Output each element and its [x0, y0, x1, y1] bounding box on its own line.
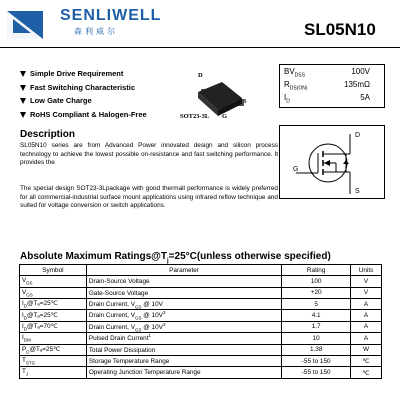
cell-parameter: Total Power Dissipation: [86, 344, 281, 355]
cell-unit: A: [351, 321, 382, 332]
bullet-triangle-icon: [20, 85, 26, 91]
feature-item: Low Gate Charge: [20, 94, 147, 108]
cell-parameter: Operating Junction Temperature Range: [86, 367, 281, 378]
cell-symbol: $I_D@T_a=25℃$: [20, 298, 87, 309]
cell-parameter: Drain Current, $V_{GS}$ @ $10V^3$: [86, 321, 281, 332]
cell-unit: V: [351, 276, 382, 287]
column-header-symbol: Symbol: [20, 265, 87, 276]
feature-item: Simple Drive Requirement: [20, 67, 147, 81]
package-label: SOT23-3L: [180, 113, 210, 120]
table-row: [20, 321, 382, 332]
cell-rating: 4.1: [282, 310, 351, 321]
table-row: [20, 276, 382, 287]
bullet-triangle-icon: [20, 71, 26, 77]
brand-name: SENLIWELL: [60, 7, 162, 24]
abs-max-ratings-table: [19, 264, 382, 379]
abs-max-ratings-title: Absolute Maximum $Ratings@T_j=25^\circ C(unless$ otherwise specified): [20, 251, 331, 264]
key-specs-box: [279, 64, 385, 108]
feature-item: RoHS Compliant & Halogen-Free: [20, 108, 147, 122]
cell-unit: V: [351, 287, 382, 298]
cell-unit: ℃: [351, 355, 382, 366]
header-divider: [0, 47, 400, 48]
cell-parameter: Pulsed Drain Current$^1$: [86, 333, 281, 344]
cell-parameter: Drain-Source Voltage: [86, 276, 281, 287]
cell-symbol: $P_D@T_a=25℃$: [20, 344, 87, 355]
cell-rating: 1.7: [282, 321, 351, 332]
description-paragraph-2: The special design SOT23-3Lpackage with good thermall performance is widely preferred for all commercial-industrial surface mount applications using infrared reflow technique and suited for voltage conversion or switch applications.: [20, 185, 278, 210]
cell-parameter: Drain Current, $V_{GS}$ @ $10V^3$: [86, 310, 281, 321]
cell-symbol: $I_D@T_a=70℃$: [20, 321, 87, 332]
cell-unit: ℃: [351, 367, 382, 378]
feature-list: [20, 67, 147, 121]
cell-symbol: $I_{DM}$: [20, 333, 87, 344]
cell-parameter: Storage Temperature Range: [86, 355, 281, 366]
spec-row-id: $I_D$ 5A: [284, 93, 370, 105]
package-pin-d: D: [198, 72, 203, 79]
cell-symbol: $I_D@T_a=25℃$: [20, 310, 87, 321]
package-pin-s: S: [243, 98, 247, 105]
column-header-parameter: Parameter: [86, 265, 281, 276]
table-row: [20, 355, 382, 366]
cell-symbol: $V_{DS}$: [20, 276, 87, 287]
schematic-label-g: G: [293, 166, 299, 173]
schematic-label-d: D: [355, 132, 361, 139]
description-heading: Description: [20, 129, 76, 140]
table-row: [20, 367, 382, 378]
bullet-triangle-icon: [20, 98, 26, 104]
column-header-units: Units: [351, 265, 382, 276]
table-row: [20, 310, 382, 321]
cell-rating: +20: [282, 287, 351, 298]
cell-symbol: $V_{GS}$: [20, 287, 87, 298]
table-row: [20, 298, 382, 309]
cell-rating: -55 to 150: [282, 355, 351, 366]
cell-rating: 5: [282, 298, 351, 309]
cell-parameter: Drain Current, $V_{GS}$ @ 10V: [86, 298, 281, 309]
spec-row-bvdss: $BV_{DSS}$ 100V: [284, 67, 370, 79]
table-row: [20, 333, 382, 344]
package-pin-g: G: [222, 113, 228, 120]
cell-unit: A: [351, 310, 382, 321]
cell-unit: W: [351, 344, 382, 355]
cell-rating: 1.38: [282, 344, 351, 355]
table-row: [20, 287, 382, 298]
cell-parameter: Gate-Source Voltage: [86, 287, 281, 298]
table-row: [20, 344, 382, 355]
mosfet-schematic: [279, 125, 385, 199]
bullet-triangle-icon: [20, 112, 26, 118]
description-paragraph-1: SL05N10 series are from Advanced Power innovated design and silicon process technology to achieve the lowest possible on-resistance and fast switching performance. It provides the: [20, 142, 278, 167]
cell-unit: A: [351, 333, 382, 344]
cell-symbol: $T_J$: [20, 367, 87, 378]
cell-rating: -55 to 150: [282, 367, 351, 378]
company-logo: [3, 7, 47, 43]
feature-item: Fast Switching Characteristic: [20, 81, 147, 95]
part-number-title: SL05N10: [304, 20, 376, 39]
column-header-rating: Rating: [282, 265, 351, 276]
table-header-row: [20, 265, 382, 276]
brand-name-chinese: 森利威尔: [74, 27, 118, 36]
cell-rating: 10: [282, 333, 351, 344]
cell-rating: 100: [282, 276, 351, 287]
schematic-label-s: S: [355, 188, 360, 195]
cell-symbol: $T_{STG}$: [20, 355, 87, 366]
cell-unit: A: [351, 298, 382, 309]
spec-row-rdson: $R_{DS(ON)}$ 135mΩ: [284, 80, 370, 92]
